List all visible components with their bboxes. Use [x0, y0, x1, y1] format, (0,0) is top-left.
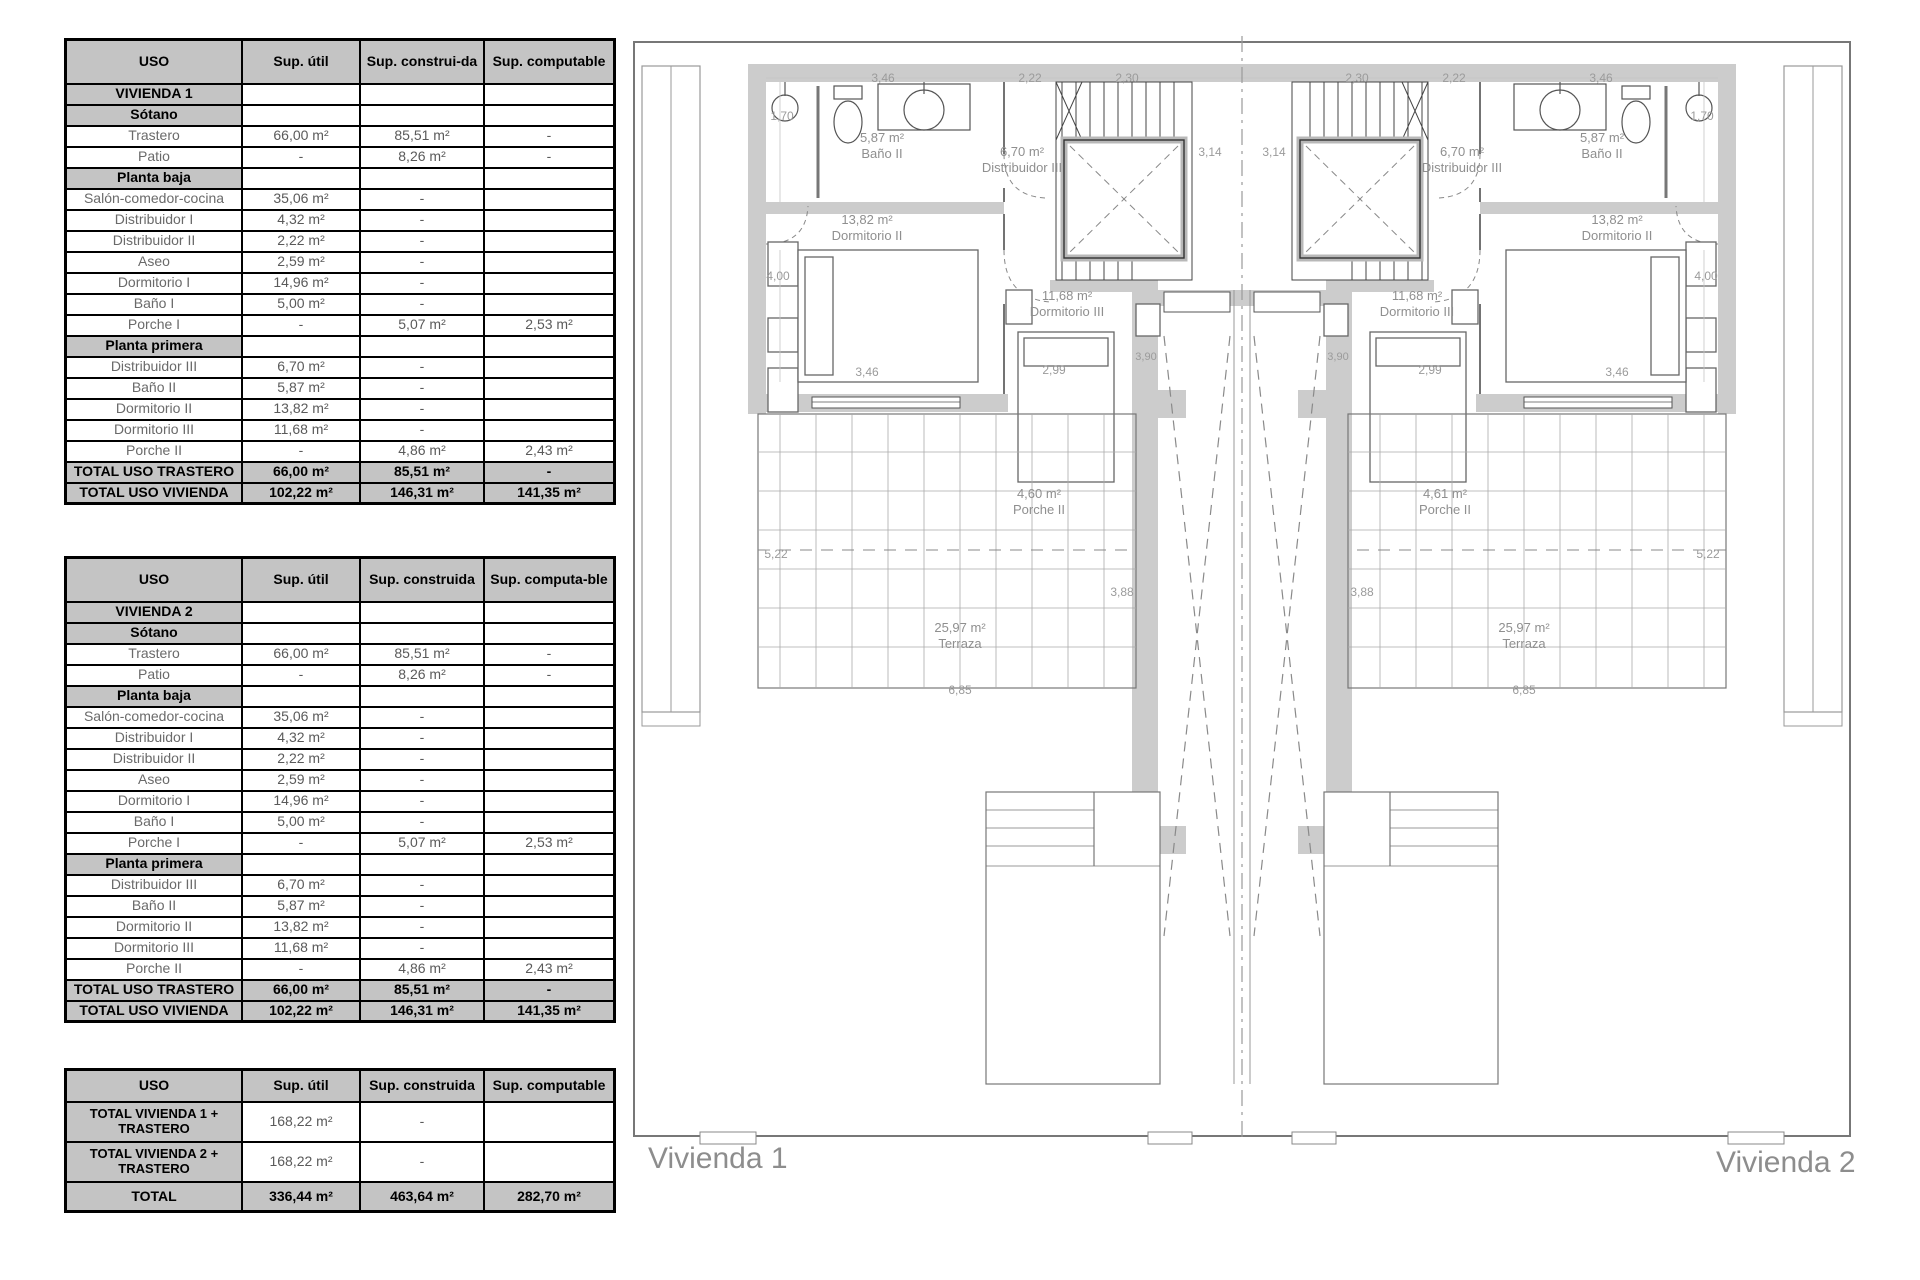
cell-value: [360, 336, 484, 357]
cell-value: [484, 399, 615, 420]
table-header-row: [66, 40, 615, 84]
row-label: Dormitorio I: [66, 791, 243, 812]
cell-value: 2,22 m²: [242, 749, 360, 770]
row-label: Trastero: [66, 644, 243, 665]
dimension-label: 3,88: [1350, 585, 1374, 599]
cell-value: 8,26 m²: [360, 147, 484, 168]
cell-value: 5,00 m²: [242, 812, 360, 833]
table-row: [66, 231, 615, 252]
table-row: [66, 665, 615, 686]
row-label: Porche II: [66, 441, 243, 462]
row-label: Porche I: [66, 833, 243, 854]
cell-value: 85,51 m²: [360, 462, 484, 483]
cell-value: [242, 854, 360, 875]
cell-value: 2,59 m²: [242, 252, 360, 273]
table-row: [66, 462, 615, 483]
table-row: [66, 420, 615, 441]
cell-value: 5,07 m²: [360, 833, 484, 854]
table-row: [66, 917, 615, 938]
cell-value: 146,31 m²: [360, 1001, 484, 1022]
room-area-label: 6,70 m²: [999, 144, 1045, 159]
table-row: [66, 854, 615, 875]
row-label: Baño II: [66, 896, 243, 917]
cell-value: 85,51 m²: [360, 644, 484, 665]
cell-value: -: [360, 210, 484, 231]
dimension-label: 3,90: [1135, 351, 1157, 363]
room-area-label: 25,97 m²: [1498, 620, 1550, 635]
cell-value: [360, 686, 484, 707]
row-label: Dormitorio III: [66, 938, 243, 959]
cell-value: [484, 686, 615, 707]
room-area-label: 25,97 m²: [934, 620, 986, 635]
cell-value: [360, 602, 484, 623]
row-label: Baño I: [66, 294, 243, 315]
cell-value: [360, 168, 484, 189]
dimension-label: 3,46: [1605, 365, 1629, 379]
room-name-label: Dormitorio III: [1379, 304, 1455, 319]
room-area-label: 11,68 m²: [1041, 288, 1093, 303]
cell-value: 35,06 m²: [242, 189, 360, 210]
cell-value: [484, 623, 615, 644]
table-row: [66, 896, 615, 917]
table-row: [66, 749, 615, 770]
cell-value: -: [242, 147, 360, 168]
cell-value: [242, 84, 360, 105]
cell-value: -: [242, 833, 360, 854]
row-label: Salón-comedor-cocina: [66, 189, 243, 210]
cell-value: [242, 686, 360, 707]
cell-value: 146,31 m²: [360, 483, 484, 504]
cell-value: [484, 294, 615, 315]
cell-value: [360, 84, 484, 105]
dimension-label: 3,46: [871, 71, 895, 85]
cell-value: [484, 854, 615, 875]
table-row: [66, 812, 615, 833]
cell-value: 13,82 m²: [242, 917, 360, 938]
row-label: Distribuidor III: [66, 875, 243, 896]
table-row: [66, 147, 615, 168]
column-header: Sup. computa-ble: [484, 558, 615, 602]
caption-vivienda-1: Vivienda 1: [648, 1142, 788, 1175]
table-row: [66, 105, 615, 126]
room-area-label: 4,60 m²: [1016, 486, 1062, 501]
room-area-label: 4,61 m²: [1422, 486, 1468, 501]
cell-value: 282,70 m²: [484, 1182, 615, 1212]
cell-value: [484, 728, 615, 749]
table-row: [66, 1182, 615, 1212]
cell-value: [484, 105, 615, 126]
table-row: [66, 875, 615, 896]
table-header-row: [66, 558, 615, 602]
table-row: [66, 602, 615, 623]
table-row: [66, 791, 615, 812]
table-row: [66, 357, 615, 378]
table-header-row: [66, 1070, 615, 1102]
cell-value: -: [360, 728, 484, 749]
dimension-label: 3,88: [1110, 585, 1134, 599]
cell-value: -: [484, 126, 615, 147]
cell-value: 11,68 m²: [242, 420, 360, 441]
cell-value: [484, 378, 615, 399]
cell-value: -: [360, 357, 484, 378]
cell-value: 85,51 m²: [360, 126, 484, 147]
cell-value: [484, 84, 615, 105]
cell-value: 2,59 m²: [242, 770, 360, 791]
cell-value: -: [484, 462, 615, 483]
table-row: [66, 644, 615, 665]
table-row: [66, 707, 615, 728]
area-table-totals: [64, 1068, 616, 1213]
cell-value: 5,07 m²: [360, 315, 484, 336]
room-name-label: Baño II: [1581, 146, 1623, 161]
cell-value: -: [360, 399, 484, 420]
room-area-label: 13,82 m²: [1591, 212, 1643, 227]
cell-value: -: [484, 644, 615, 665]
table-row: [66, 126, 615, 147]
row-label: Porche II: [66, 959, 243, 980]
cell-value: 2,53 m²: [484, 833, 615, 854]
room-name-label: Distribuidor III: [981, 160, 1063, 175]
row-label: Planta baja: [66, 168, 243, 189]
cell-value: 85,51 m²: [360, 980, 484, 1001]
room-name-label: Dormitorio II: [831, 228, 903, 243]
cell-value: 14,96 m²: [242, 273, 360, 294]
row-label: Aseo: [66, 770, 243, 791]
cell-value: 66,00 m²: [242, 462, 360, 483]
cell-value: 2,22 m²: [242, 231, 360, 252]
cell-value: -: [360, 896, 484, 917]
column-header: USO: [66, 558, 243, 602]
cell-value: -: [360, 1142, 484, 1182]
row-label: Distribuidor I: [66, 210, 243, 231]
row-label: Sótano: [66, 623, 243, 644]
row-label: VIVIENDA 2: [66, 602, 243, 623]
dimension-label: 3,46: [855, 365, 879, 379]
row-label: Aseo: [66, 252, 243, 273]
dimension-label: 6,85: [948, 683, 972, 697]
cell-value: [360, 623, 484, 644]
row-label: VIVIENDA 1: [66, 84, 243, 105]
row-label: TOTAL: [66, 1182, 243, 1212]
cell-value: [242, 336, 360, 357]
cell-value: [242, 105, 360, 126]
dimension-label: 6,85: [1512, 683, 1536, 697]
row-label: Patio: [66, 665, 243, 686]
room-area-label: 11,68 m²: [1391, 288, 1443, 303]
table-row: [66, 623, 615, 644]
table-row: [66, 210, 615, 231]
cell-value: -: [360, 378, 484, 399]
column-header: Sup. útil: [242, 1070, 360, 1102]
cell-value: [484, 1102, 615, 1142]
room-name-label: Dormitorio II: [1581, 228, 1653, 243]
row-label: Dormitorio I: [66, 273, 243, 294]
column-header: Sup. computable: [484, 1070, 615, 1102]
room-area-label: 6,70 m²: [1439, 144, 1485, 159]
cell-value: 11,68 m²: [242, 938, 360, 959]
dimension-label: 2,99: [1418, 363, 1442, 377]
cell-value: 102,22 m²: [242, 1001, 360, 1022]
row-label: Baño I: [66, 812, 243, 833]
room-name-label: Dormitorio III: [1029, 304, 1105, 319]
cell-value: [484, 812, 615, 833]
dimension-label: 4,00: [1694, 269, 1718, 283]
table-row: [66, 294, 615, 315]
table-row: [66, 399, 615, 420]
table-row: [66, 378, 615, 399]
table-row: [66, 252, 615, 273]
room-area-label: 13,82 m²: [841, 212, 893, 227]
dimension-label: 2,22: [1442, 71, 1466, 85]
cell-value: [484, 168, 615, 189]
table-row: [66, 315, 615, 336]
row-label: Dormitorio II: [66, 399, 243, 420]
row-label: Distribuidor II: [66, 231, 243, 252]
cell-value: [484, 273, 615, 294]
cell-value: 66,00 m²: [242, 980, 360, 1001]
row-label: Distribuidor II: [66, 749, 243, 770]
table-row: [66, 273, 615, 294]
cell-value: 141,35 m²: [484, 483, 615, 504]
column-header: Sup. computable: [484, 40, 615, 84]
table-row: [66, 686, 615, 707]
cell-value: 8,26 m²: [360, 665, 484, 686]
cell-value: 2,53 m²: [484, 315, 615, 336]
cell-value: -: [242, 959, 360, 980]
cell-value: [484, 917, 615, 938]
cell-value: 102,22 m²: [242, 483, 360, 504]
cell-value: 66,00 m²: [242, 644, 360, 665]
cell-value: 13,82 m²: [242, 399, 360, 420]
table-row: [66, 1001, 615, 1022]
cell-value: [484, 602, 615, 623]
cell-value: 2,43 m²: [484, 441, 615, 462]
cell-value: 168,22 m²: [242, 1142, 360, 1182]
dimension-label: 2,30: [1115, 71, 1139, 85]
row-label: TOTAL USO VIVIENDA: [66, 483, 243, 504]
room-name-label: Porche II: [1418, 502, 1472, 517]
cell-value: [484, 210, 615, 231]
table-row: [66, 938, 615, 959]
cell-value: -: [360, 917, 484, 938]
row-label: TOTAL USO TRASTERO: [66, 980, 243, 1001]
cell-value: -: [360, 420, 484, 441]
cell-value: [484, 875, 615, 896]
cell-value: 168,22 m²: [242, 1102, 360, 1142]
cell-value: 5,87 m²: [242, 896, 360, 917]
cell-value: -: [360, 707, 484, 728]
table-row: [66, 770, 615, 791]
table-row: [66, 168, 615, 189]
column-header: USO: [66, 40, 243, 84]
floor-plan-drawing: [630, 36, 1854, 1160]
row-label: Planta primera: [66, 854, 243, 875]
cell-value: 463,64 m²: [360, 1182, 484, 1212]
cell-value: -: [360, 791, 484, 812]
dimension-label: 2,99: [1042, 363, 1066, 377]
cell-value: [484, 1142, 615, 1182]
room-name-label: Baño II: [861, 146, 903, 161]
column-header: Sup. construida: [360, 558, 484, 602]
cell-value: 4,86 m²: [360, 959, 484, 980]
cell-value: [360, 854, 484, 875]
cell-value: 66,00 m²: [242, 126, 360, 147]
cell-value: [484, 252, 615, 273]
dimension-label: 3,90: [1327, 351, 1349, 363]
cell-value: [484, 770, 615, 791]
cell-value: [484, 189, 615, 210]
column-header: Sup. construi-da: [360, 40, 484, 84]
row-label: Porche I: [66, 315, 243, 336]
cell-value: -: [484, 665, 615, 686]
row-label: Sótano: [66, 105, 243, 126]
area-table-vivienda-2: [64, 556, 616, 1023]
cell-value: [484, 336, 615, 357]
cell-value: -: [242, 665, 360, 686]
cell-value: -: [484, 147, 615, 168]
cell-value: [484, 791, 615, 812]
cell-value: 4,32 m²: [242, 210, 360, 231]
cell-value: -: [360, 294, 484, 315]
row-label: TOTAL VIVIENDA 2 + TRASTERO: [66, 1142, 243, 1182]
cell-value: -: [360, 770, 484, 791]
cell-value: -: [360, 1102, 484, 1142]
cell-value: 6,70 m²: [242, 357, 360, 378]
row-label: Salón-comedor-cocina: [66, 707, 243, 728]
room-area-label: 5,87 m²: [1579, 130, 1625, 145]
row-label: Dormitorio III: [66, 420, 243, 441]
column-header: Sup. construida: [360, 1070, 484, 1102]
dimension-label: 4,00: [766, 269, 790, 283]
cell-value: -: [360, 749, 484, 770]
cell-value: 14,96 m²: [242, 791, 360, 812]
cell-value: 5,00 m²: [242, 294, 360, 315]
cell-value: [484, 896, 615, 917]
room-name-label: Porche II: [1012, 502, 1066, 517]
cell-value: -: [360, 231, 484, 252]
cell-value: 35,06 m²: [242, 707, 360, 728]
dimension-label: 1,70: [770, 109, 794, 123]
table-row: [66, 1102, 615, 1142]
table-row: [66, 1142, 615, 1182]
table-row: [66, 833, 615, 854]
room-name-label: Distribuidor III: [1421, 160, 1503, 175]
row-label: Baño II: [66, 378, 243, 399]
cell-value: [484, 938, 615, 959]
cell-value: -: [360, 812, 484, 833]
cell-value: [360, 105, 484, 126]
column-header: Sup. útil: [242, 558, 360, 602]
cell-value: -: [484, 980, 615, 1001]
row-label: Dormitorio II: [66, 917, 243, 938]
dimension-label: 2,30: [1345, 71, 1369, 85]
cell-value: 4,32 m²: [242, 728, 360, 749]
dimension-label: 5,22: [1696, 547, 1720, 561]
row-label: Trastero: [66, 126, 243, 147]
dimension-label: 3,46: [1589, 71, 1613, 85]
table-row: [66, 483, 615, 504]
table-row: [66, 728, 615, 749]
cell-value: -: [360, 273, 484, 294]
table-row: [66, 441, 615, 462]
cell-value: 336,44 m²: [242, 1182, 360, 1212]
dimension-label: 5,22: [764, 547, 788, 561]
row-label: TOTAL VIVIENDA 1 + TRASTERO: [66, 1102, 243, 1142]
room-area-label: 5,87 m²: [859, 130, 905, 145]
row-label: TOTAL USO VIVIENDA: [66, 1001, 243, 1022]
cell-value: [484, 749, 615, 770]
room-name-label: Terraza: [1502, 636, 1546, 651]
column-header: USO: [66, 1070, 243, 1102]
room-name-label: Terraza: [938, 636, 982, 651]
dimension-label: 2,22: [1018, 71, 1042, 85]
table-row: [66, 959, 615, 980]
dimension-label: 1,70: [1690, 109, 1714, 123]
row-label: Planta primera: [66, 336, 243, 357]
cell-value: 4,86 m²: [360, 441, 484, 462]
cell-value: [242, 623, 360, 644]
cell-value: 141,35 m²: [484, 1001, 615, 1022]
cell-value: [484, 420, 615, 441]
area-table-vivienda-1: [64, 38, 616, 505]
table-row: [66, 189, 615, 210]
cell-value: [484, 357, 615, 378]
cell-value: 6,70 m²: [242, 875, 360, 896]
cell-value: -: [360, 938, 484, 959]
table-row: [66, 980, 615, 1001]
row-label: Planta baja: [66, 686, 243, 707]
cell-value: 5,87 m²: [242, 378, 360, 399]
column-header: Sup. útil: [242, 40, 360, 84]
dimension-label: 3,14: [1198, 145, 1222, 159]
cell-value: 2,43 m²: [484, 959, 615, 980]
cell-value: -: [242, 441, 360, 462]
table-row: [66, 84, 615, 105]
row-label: TOTAL USO TRASTERO: [66, 462, 243, 483]
cell-value: [242, 168, 360, 189]
cell-value: -: [360, 252, 484, 273]
cell-value: [484, 707, 615, 728]
cell-value: [484, 231, 615, 252]
dimension-label: 3,14: [1262, 145, 1286, 159]
row-label: Distribuidor III: [66, 357, 243, 378]
row-label: Distribuidor I: [66, 728, 243, 749]
cell-value: -: [242, 315, 360, 336]
caption-vivienda-2: Vivienda 2: [1716, 1146, 1856, 1179]
cell-value: [242, 602, 360, 623]
row-label: Patio: [66, 147, 243, 168]
cell-value: -: [360, 875, 484, 896]
cell-value: -: [360, 189, 484, 210]
table-row: [66, 336, 615, 357]
